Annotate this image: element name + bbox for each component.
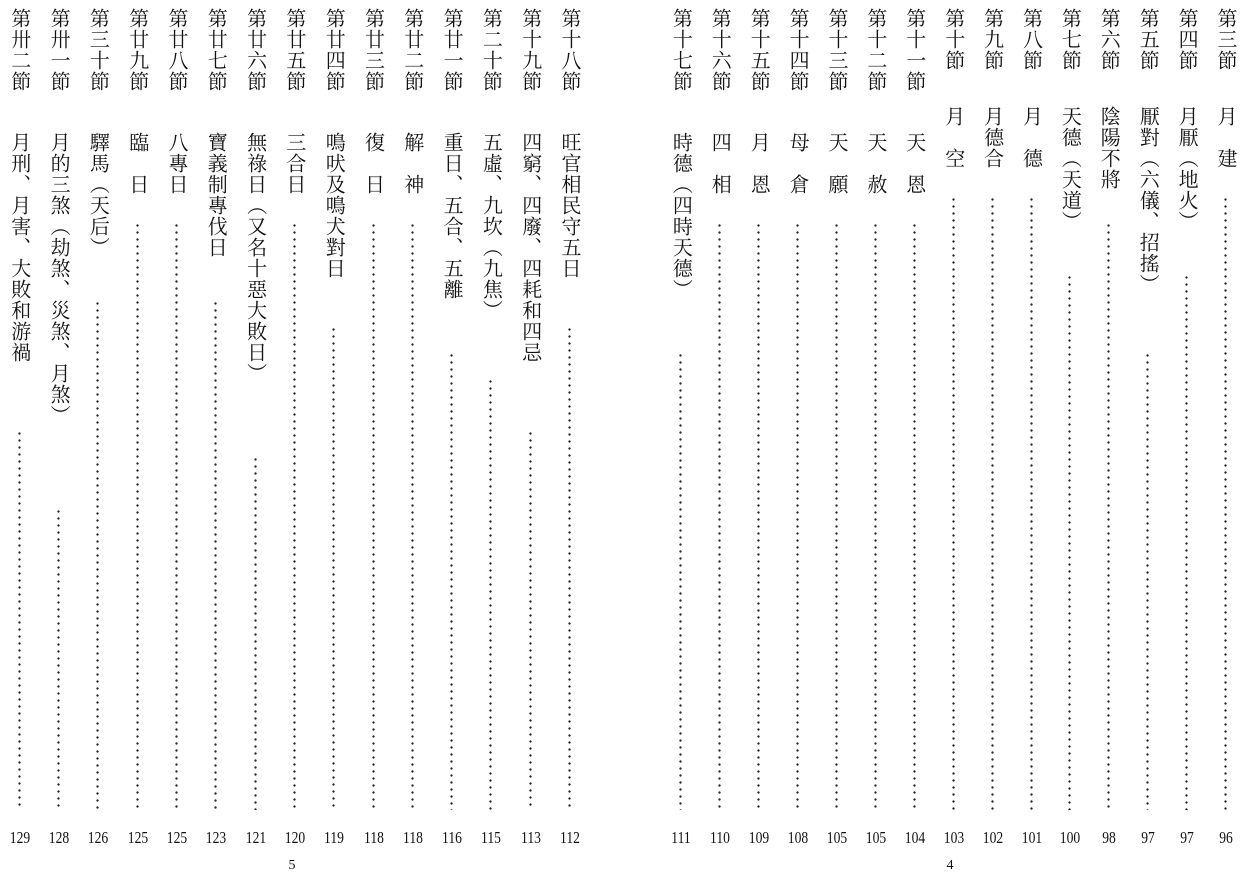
dot-leader <box>293 222 296 810</box>
page-reference: 123 <box>206 828 227 847</box>
entry-title: 天 願 <box>825 132 849 195</box>
section-number: 第廿一節 <box>440 8 465 92</box>
section-number: 第十六節 <box>708 8 733 92</box>
dot-leader <box>1224 196 1227 810</box>
section-number: 第二十節 <box>479 8 504 92</box>
section-number: 第十四節 <box>786 8 811 92</box>
page-reference: 102 <box>982 828 1003 847</box>
toc-entry <box>516 8 546 848</box>
toc-entry <box>5 8 35 848</box>
toc-entry <box>44 8 74 848</box>
toc-entry <box>822 8 852 848</box>
dot-leader <box>254 456 257 810</box>
section-number: 第十二節 <box>863 8 888 92</box>
toc-entry <box>861 8 891 848</box>
toc-entry <box>1172 8 1202 848</box>
dot-leader <box>450 352 453 810</box>
section-number: 第九節 <box>980 8 1005 71</box>
section-number: 第十八節 <box>558 8 582 92</box>
entry-title: 五虛、九坎（九焦） <box>479 132 504 321</box>
toc-entry <box>555 8 585 848</box>
entry-title: 重日、五合、五離 <box>440 132 465 300</box>
toc-entry <box>939 8 969 848</box>
dot-leader <box>332 326 335 810</box>
section-number: 第廿二節 <box>400 8 425 92</box>
dot-leader <box>835 222 838 810</box>
section-number: 第廿六節 <box>243 8 268 92</box>
entry-title: 月 空 <box>941 106 966 169</box>
page-reference: 101 <box>1021 828 1042 847</box>
entry-title: 陰陽不將 <box>1097 106 1122 190</box>
page-reference: 113 <box>520 828 541 847</box>
entry-title: 解 神 <box>400 132 425 195</box>
page-reference: 116 <box>442 828 463 847</box>
toc-entry <box>123 8 153 848</box>
page-reference: 118 <box>402 828 423 847</box>
dot-leader <box>372 222 375 810</box>
page-reference: 128 <box>48 828 70 847</box>
right-page <box>628 0 1256 881</box>
section-number: 第八節 <box>1019 8 1044 71</box>
toc-entry <box>783 8 813 848</box>
entry-title: 復 日 <box>361 132 386 195</box>
section-number: 第十三節 <box>825 8 849 92</box>
entry-title: 鳴吠及鳴犬對日 <box>322 132 347 279</box>
section-number: 第三節 <box>1214 8 1238 71</box>
dot-leader <box>718 222 721 810</box>
toc-entry <box>978 8 1008 848</box>
page-reference: 98 <box>1102 828 1117 847</box>
section-number: 第廿三節 <box>361 8 386 92</box>
page-reference: 109 <box>748 828 770 847</box>
page-reference: 111 <box>671 828 692 847</box>
page-reference: 97 <box>1180 828 1194 847</box>
section-number: 第卅二節 <box>7 8 32 92</box>
entry-title: 月德合 <box>980 106 1005 169</box>
page-reference: 112 <box>560 828 580 847</box>
page-reference: 104 <box>904 828 925 847</box>
entry-title: 母 倉 <box>786 132 811 195</box>
page-reference: 108 <box>787 828 809 847</box>
entry-title: 旺官相民守五日 <box>558 132 582 279</box>
entry-title: 八專日 <box>165 132 189 195</box>
entry-title: 月 恩 <box>747 132 772 195</box>
dot-leader <box>874 222 877 810</box>
toc-entry <box>437 8 467 848</box>
page-reference: 118 <box>363 828 384 847</box>
page-reference: 105 <box>826 828 848 847</box>
page-reference: 103 <box>943 828 964 847</box>
toc-entry <box>1094 8 1124 848</box>
dot-leader <box>1030 196 1033 810</box>
page-number: 5 <box>288 858 296 873</box>
toc-entry <box>705 8 735 848</box>
page-reference: 110 <box>710 828 731 847</box>
dot-leader <box>757 222 760 810</box>
entry-title: 月 德 <box>1019 106 1044 169</box>
dot-leader <box>136 222 139 810</box>
toc-entry <box>398 8 428 848</box>
dot-leader <box>679 352 682 810</box>
page-reference: 105 <box>865 828 887 847</box>
toc-entry <box>666 8 696 848</box>
dot-leader <box>796 222 799 810</box>
entry-title: 驛馬（天后） <box>86 132 111 258</box>
entry-title: 天 赦 <box>863 132 888 195</box>
dot-leader <box>991 196 994 810</box>
entry-title: 月 建 <box>1214 106 1238 169</box>
page-reference: 115 <box>481 828 502 847</box>
entry-title: 四窮、四廢、四耗和四忌 <box>518 132 543 363</box>
toc-entry <box>1211 8 1241 848</box>
page-reference: 100 <box>1060 828 1081 847</box>
page-reference: 119 <box>324 828 345 847</box>
dot-leader <box>1185 274 1188 810</box>
section-number: 第廿七節 <box>204 8 229 92</box>
section-number: 第三十節 <box>86 8 111 92</box>
dot-leader <box>1068 274 1071 810</box>
entry-title: 無祿日（又名十惡大敗日） <box>243 132 268 384</box>
section-number: 第十節 <box>941 8 966 71</box>
section-number: 第十一節 <box>902 8 927 92</box>
entry-title: 四 相 <box>708 132 733 195</box>
section-number: 第七節 <box>1058 8 1083 71</box>
page-number: 4 <box>946 858 954 873</box>
section-number: 第四節 <box>1175 8 1200 71</box>
dot-leader <box>411 222 414 810</box>
dot-leader <box>489 378 492 810</box>
dot-leader <box>57 508 60 810</box>
section-number: 第廿八節 <box>165 8 189 92</box>
toc-entry <box>476 8 506 848</box>
section-number: 第廿五節 <box>282 8 307 92</box>
dot-leader <box>214 300 217 810</box>
toc-entry <box>83 8 113 848</box>
page-reference: 120 <box>284 828 306 847</box>
page-reference: 121 <box>245 828 266 847</box>
page-reference: 96 <box>1219 828 1233 847</box>
toc-entry <box>900 8 930 848</box>
page-reference: 129 <box>9 828 30 847</box>
entry-title: 月厭（地火） <box>1175 106 1200 232</box>
section-number: 第卅一節 <box>47 8 72 92</box>
section-number: 第六節 <box>1097 8 1122 71</box>
page-reference: 125 <box>166 828 188 847</box>
entry-title: 天德（天道） <box>1058 106 1083 232</box>
section-number: 第廿九節 <box>125 8 150 92</box>
dot-leader <box>529 430 532 810</box>
page-reference: 126 <box>88 828 109 847</box>
entry-title: 時德（四時天德） <box>669 132 694 300</box>
entry-title: 三合日 <box>282 132 307 195</box>
dot-leader <box>175 222 178 810</box>
dot-leader <box>96 300 99 810</box>
dot-leader <box>952 196 955 810</box>
toc-entry <box>744 8 774 848</box>
entry-title: 寶義制專伐日 <box>204 132 229 258</box>
section-number: 第五節 <box>1136 8 1161 71</box>
toc-entry <box>1133 8 1163 848</box>
dot-leader <box>18 430 21 810</box>
page-reference: 97 <box>1141 828 1155 847</box>
toc-entry <box>319 8 349 848</box>
dot-leader <box>1146 352 1149 810</box>
page-reference: 125 <box>127 828 148 847</box>
section-number: 第十七節 <box>669 8 694 92</box>
section-number: 第十九節 <box>518 8 543 92</box>
section-number: 第廿四節 <box>322 8 347 92</box>
toc-entry <box>162 8 192 848</box>
entry-title: 臨 日 <box>125 132 150 195</box>
toc-entry <box>280 8 310 848</box>
entry-title: 月刑、月害、大敗和游禍 <box>7 132 32 363</box>
toc-entry <box>1017 8 1047 848</box>
dot-leader <box>568 326 571 810</box>
dot-leader <box>913 222 916 810</box>
toc-entry <box>241 8 271 848</box>
dot-leader <box>1107 222 1110 810</box>
toc-entry <box>359 8 389 848</box>
toc-entry <box>1055 8 1085 848</box>
entry-title: 月的三煞（劫煞、災煞、月煞） <box>47 132 72 426</box>
toc-entry <box>201 8 231 848</box>
section-number: 第十五節 <box>747 8 772 92</box>
entry-title: 天 恩 <box>902 132 927 195</box>
entry-title: 厭對（六儀、招搖） <box>1136 106 1161 295</box>
